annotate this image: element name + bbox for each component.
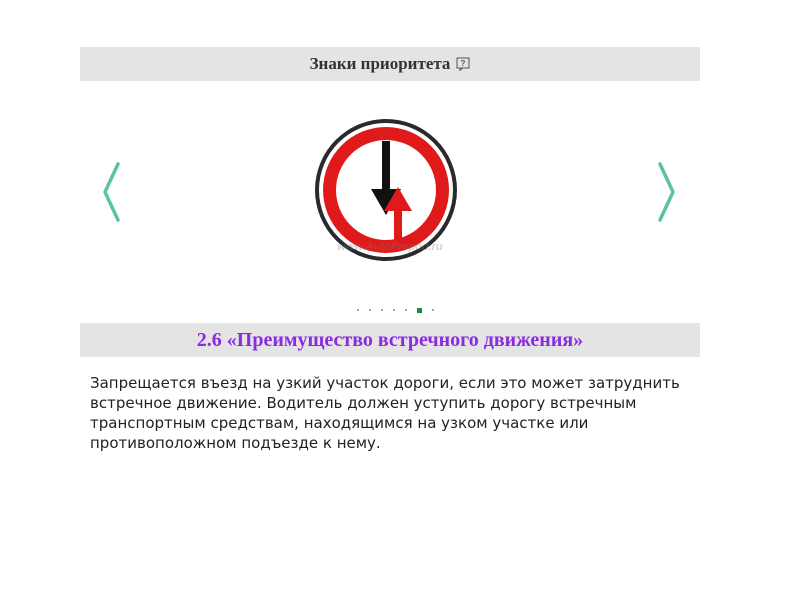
carousel-dot[interactable] xyxy=(417,308,422,313)
sign-title-bar xyxy=(80,323,700,357)
carousel-dot[interactable] xyxy=(432,309,434,311)
svg-text:?: ? xyxy=(460,59,466,68)
sign-title: 2.6 «Преимущество встречного движения» xyxy=(196,328,584,351)
carousel-dot[interactable] xyxy=(381,309,383,311)
carousel-dot[interactable] xyxy=(405,309,407,311)
section-title: Знаки приоритета xyxy=(309,54,451,73)
section-header xyxy=(80,47,700,81)
carousel-dot[interactable] xyxy=(357,309,359,311)
sign-description: Запрещается въезд на узкий участок дороги, если это может затруднить встречное движение. Водитель должен уступить дорогу встречным транспортным средствам, находящимся на узком участке или противоположном подъезде к нему. xyxy=(90,374,680,452)
sign-carousel xyxy=(80,81,700,323)
carousel-dot[interactable] xyxy=(393,309,395,311)
carousel-dot[interactable] xyxy=(369,309,371,311)
watermark: www.AutoPrepod.ru xyxy=(337,241,443,253)
help-icon[interactable] xyxy=(456,57,470,71)
carousel-pagination xyxy=(80,305,700,315)
chevron-right-icon[interactable] xyxy=(654,161,678,223)
chevron-left-icon[interactable] xyxy=(100,161,124,223)
